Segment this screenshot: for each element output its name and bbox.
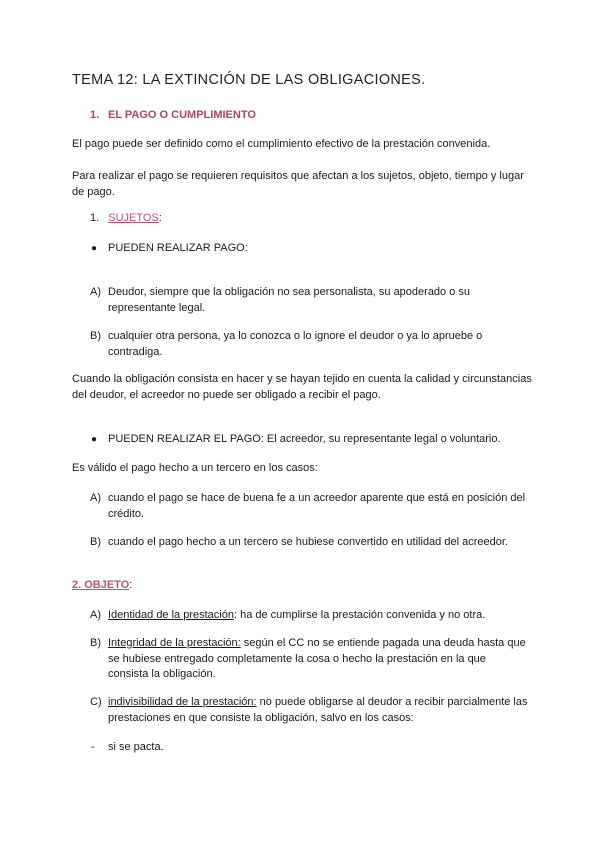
term-description: no puede obligarse al deudor a recibir parcialmente las prestaciones en que consiste la obligación, salvo en los casos: <box>108 696 528 724</box>
document-title: TEMA 12: LA EXTINCIÓN DE LAS OBLIGACIONES. <box>72 72 426 88</box>
bullet-pueden-recibir: PUEDEN REALIZAR EL PAGO: El acreedor, su representante legal o voluntario. <box>108 433 501 445</box>
bullet-pueden-pagar: PUEDEN REALIZAR PAGO: <box>108 242 248 254</box>
dash-icon: - <box>91 741 95 753</box>
list-label: B) <box>90 637 101 649</box>
list-item-buena-fe: cuando el pago se hace de buena fe a un acreedor aparente que está en posición del crédito. <box>108 492 526 520</box>
term-description: según el CC no se entiende pagada una deuda hasta que se hubiese entregado completamente la cosa o hecho la prestación en la que consista la obligación. <box>108 637 526 680</box>
bullet-icon: ● <box>91 434 98 445</box>
paragraph-cuando: Cuando la obligación consista en hacer y se hayan tejido en cuenta la calidad y circunstancias del deudor, el acreedor no puede ser obligado a recibir el pago. <box>72 373 532 401</box>
bullet-icon: ● <box>91 243 98 254</box>
paragraph-requisitos: Para realizar el pago se requieren requisitos que afectan a los sujetos, objeto, tiempo y lugar de pago. <box>72 170 524 198</box>
term-indivisibilidad: indivisibilidad de la prestación: <box>108 696 257 708</box>
term-identidad: Identidad de la prestación <box>108 609 234 621</box>
list-label: B) <box>90 330 101 342</box>
section-number: 1. <box>90 109 100 121</box>
term-description: : ha de cumplirse la prestación convenida y no otra. <box>233 609 486 621</box>
list-item-deudor: Deudor, siempre que la obligación no sea personalista, su apoderado o su representante legal. <box>108 286 471 314</box>
list-item-utilidad: cuando el pago hecho a un tercero se hubiese convertido en utilidad del acreedor. <box>108 536 508 548</box>
paragraph-definition: El pago puede ser definido como el cumplimiento efectivo de la prestación convenida. <box>72 138 491 150</box>
subsection-objeto <box>72 578 132 594</box>
subsection-sujetos-label: SUJETOS <box>108 212 159 224</box>
list-label: B) <box>90 536 101 548</box>
subsection-sujetos <box>90 211 162 227</box>
dash-item-pacta: si se pacta. <box>108 741 164 753</box>
subsection-colon: : <box>158 212 162 224</box>
list-item-otra-persona: cualquier otra persona, ya lo conozca o lo ignore el deudor o ya lo apruebe o contradiga. <box>108 330 483 358</box>
section-heading-text: EL PAGO O CUMPLIMIENTO <box>108 109 256 121</box>
list-item-integridad <box>108 636 528 683</box>
list-item-indivisibilidad <box>108 695 528 726</box>
list-item-identidad <box>108 608 528 624</box>
list-label: A) <box>90 286 101 298</box>
subsection-number: 1. <box>90 212 100 224</box>
list-label: C) <box>90 696 102 708</box>
subsection-colon: : <box>129 579 133 591</box>
list-label: A) <box>90 492 101 504</box>
term-integridad: Integridad de la prestación: <box>108 637 241 649</box>
subsection-objeto-label: 2. OBJETO <box>72 579 130 591</box>
list-label: A) <box>90 609 101 621</box>
paragraph-tercero: Es válido el pago hecho a un tercero en los casos: <box>72 462 318 474</box>
section-heading-pago <box>90 109 256 121</box>
